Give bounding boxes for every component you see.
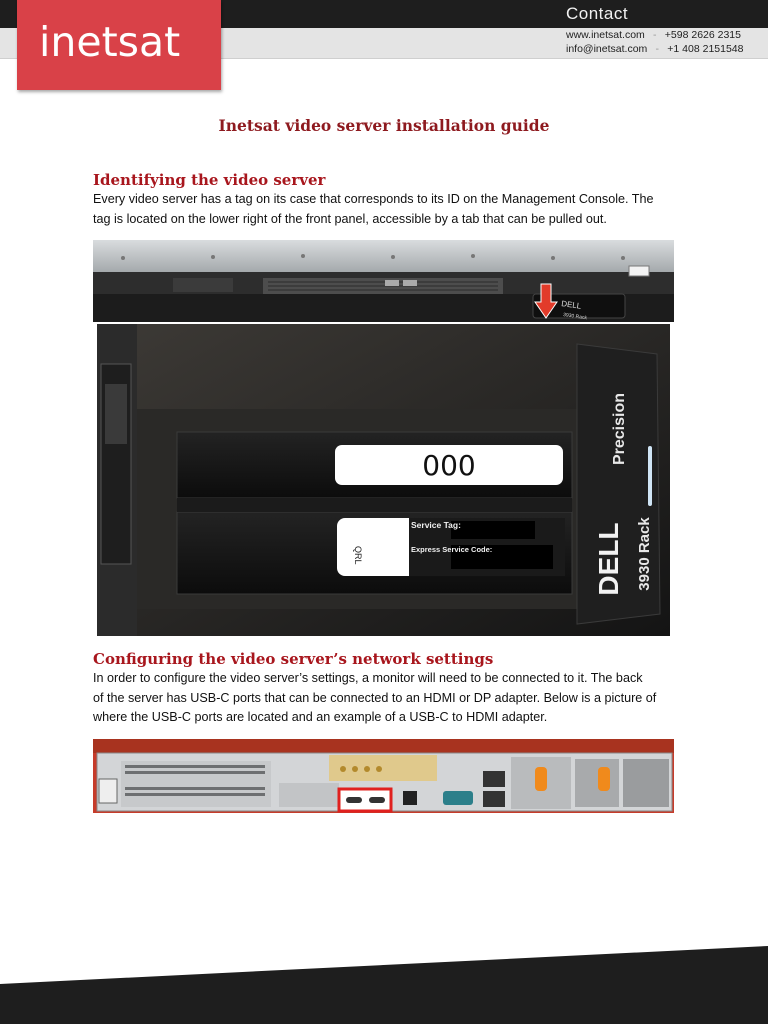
contact-title: Contact	[566, 4, 629, 23]
footer-band	[0, 940, 768, 1024]
service-tag-photo	[97, 324, 670, 636]
phone-us: +1 408 2151548	[667, 43, 744, 55]
server-back-photo	[93, 739, 674, 813]
precision-label: Precision	[611, 392, 628, 466]
express-code-label: Express Service Code:	[411, 545, 493, 554]
server-id-label: 000	[422, 449, 476, 482]
section-heading-identify: Identifying the video server	[93, 171, 326, 189]
website-link[interactable]: www.inetsat.com	[566, 29, 645, 41]
body-line: tag is located on the lower right of the front panel, accessible by a tab that can be pulled out.	[93, 211, 607, 226]
front-brand-label: DELL	[560, 299, 582, 311]
inetsat-logo	[17, 0, 221, 90]
body-line: In order to configure the video server’s settings, a monitor will need to be connected to it. The back	[93, 671, 643, 685]
separator: -	[655, 43, 660, 55]
contact-row-2	[566, 43, 743, 55]
service-tag-illustration	[97, 324, 670, 636]
logo-text: inetsat	[39, 18, 181, 66]
body-line: where the USB-C ports are located and an example of a USB-C to HDMI adapter.	[93, 710, 548, 724]
server-back-illustration	[93, 739, 674, 813]
qrl-label: QRL	[353, 546, 363, 565]
body-line: of the server has USB-C ports that can be connected to an HDMI or DP adapter. Below is a picture of	[93, 690, 657, 705]
separator: -	[653, 29, 657, 41]
server-front-illustration	[93, 240, 674, 322]
section-body-network	[93, 669, 678, 728]
section-heading-network: Configuring the video server’s network settings	[93, 650, 494, 668]
email-link[interactable]: info@inetsat.com	[566, 43, 648, 55]
model-label: 3930 Rack	[636, 517, 653, 591]
body-line: Every video server has a tag on its case that corresponds to its ID on the Management Console. The	[93, 192, 654, 206]
dell-logo: DELL	[593, 522, 624, 596]
server-front-photo	[93, 240, 674, 322]
section-body-identify	[93, 190, 678, 229]
phone-uy: +598 2626 2315	[664, 29, 741, 41]
contact-row-1	[566, 29, 741, 41]
page-title: Inetsat video server installation guide	[218, 116, 550, 135]
service-tag-label: Service Tag:	[411, 520, 461, 530]
front-model-label: 3930 Rack	[562, 312, 588, 322]
